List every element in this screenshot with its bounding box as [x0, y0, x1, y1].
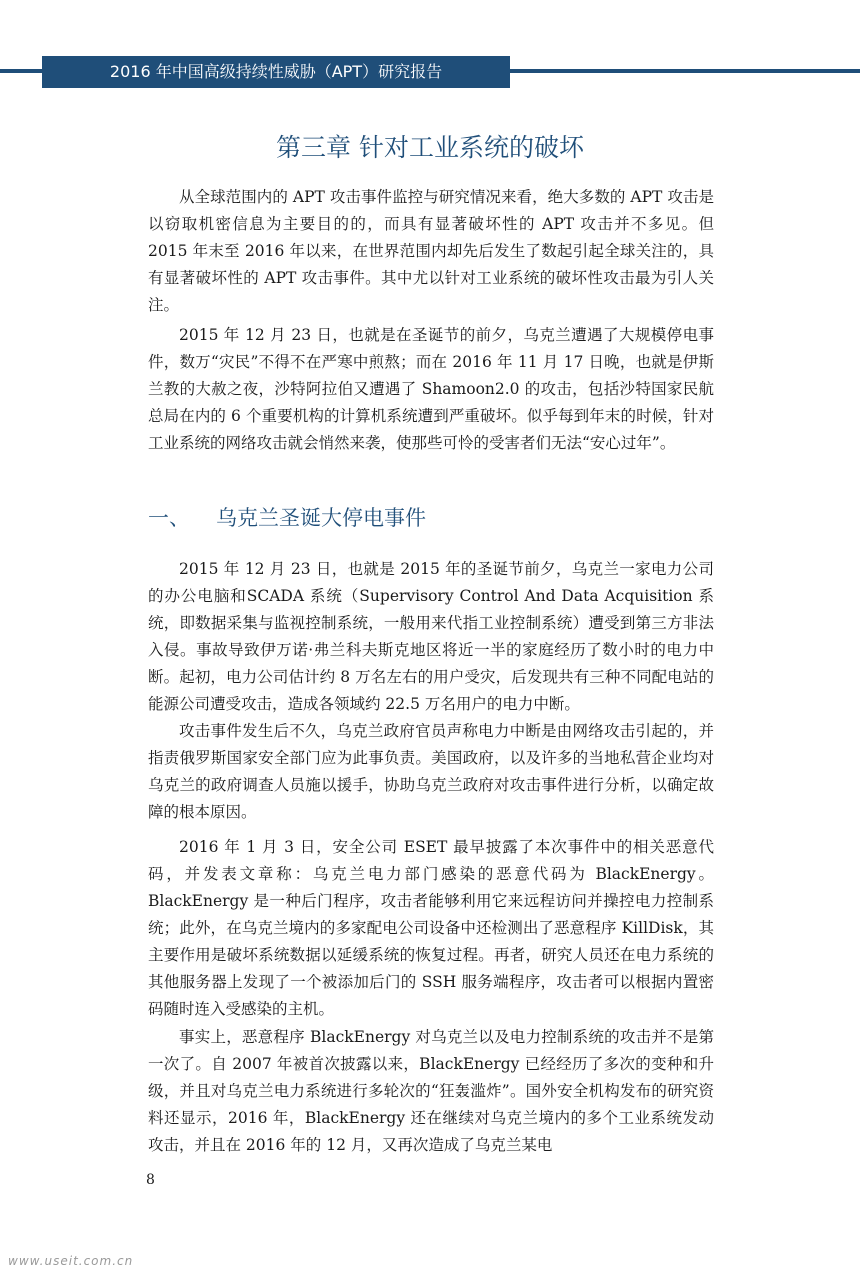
section-title-text: 乌克兰圣诞大停电事件 [216, 506, 426, 530]
section-paragraph-4: 事实上，恶意程序 BlackEnergy 对乌克兰以及电力控制系统的攻击并不是第一次了。自 2007 年被首次披露以来，BlackEnergy 已经经历了多次的变种和升级，并且对乌克兰电力系统进行多轮次的“狂轰滥炸”。国外安全机构发布的研究资料还显示，2016 年，BlackEnergy 还在继续对乌克兰境内的多个工业系统发动攻击，并且在 2016 年的 12 月，又再次造成了乌克兰某电 [148, 1028, 714, 1154]
section-heading [148, 502, 426, 532]
intro-paragraph-2: 2015 年 12 月 23 日，也就是在圣诞节的前夕，乌克兰遭遇了大规模停电事件，数万“灾民”不得不在严寒中煎熬；而在 2016 年 11 月 17 日晚，也就是伊斯兰教的大赦之夜，沙特阿拉伯又遭遇了 Shamoon2.0 的攻击，包括沙特国家民航总局在内的 6 个重要机构的计算机系统遭到严重破坏。似乎每到年末的时候，针对工业系统的网络攻击就会悄然来袭，使那些可怜的受害者们无法“安心过年”。 [148, 326, 714, 452]
intro-paragraph-1: 从全球范围内的 APT 攻击事件监控与研究情况来看，绝大多数的 APT 攻击是以窃取机密信息为主要目的的，而具有显著破坏性的 APT 攻击并不多见。但 2015 年末至 2016 年以来，在世界范围内却先后发生了数起引起全球关注的，具有显著破坏性的 APT 攻击事件。其中尤以针对工业系统的破坏性攻击最为引人关注。 [148, 188, 714, 314]
watermark: www.useit.com.cn [8, 1254, 134, 1268]
running-header: 2016 年中国高级持续性威胁（APT）研究报告 [42, 56, 510, 88]
section-paragraph-1: 2015 年 12 月 23 日，也就是 2015 年的圣诞节前夕，乌克兰一家电力公司的办公电脑和SCADA 系统（Supervisory Control And Data Acquisition 系统，即数据采集与监视控制系统，一般用来代指工业控制系统）遭受到第三方非法入侵。事故导致伊万诺·弗兰科夫斯克地区将近一半的家庭经历了数小时的电力中断。起初，电力公司估计约 8 万名左右的用户受灾，后发现共有三种不同配电站的能源公司遭受攻击，造成各领域约 22.5 万名用户的电力中断。 [148, 560, 714, 713]
chapter-title: 第三章 针对工业系统的破坏 [276, 133, 584, 162]
page-number: 8 [146, 1172, 155, 1188]
section-number: 一、 [148, 506, 190, 530]
section-paragraph-2: 攻击事件发生后不久，乌克兰政府官员声称电力中断是由网络攻击引起的，并指责俄罗斯国家安全部门应为此事负责。美国政府，以及许多的当地私营企业均对乌克兰的政府调查人员施以援手，协助乌克兰政府对攻击事件进行分析，以确定故障的根本原因。 [148, 722, 714, 821]
section-paragraph-3: 2016 年 1 月 3 日，安全公司 ESET 最早披露了本次事件中的相关恶意代码，并发表文章称：乌克兰电力部门感染的恶意代码为 BlackEnergy。BlackEnergy 是一种后门程序，攻击者能够利用它来远程访问并操控电力控制系统；此外，在乌克兰境内的多家配电公司设备中还检测出了恶意程序 KillDisk，其主要作用是破坏系统数据以延缓系统的恢复过程。再者，研究人员还在电力系统的其他服务器上发现了一个被添加后门的 SSH 服务端程序，攻击者可以根据内置密码随时连入受感染的主机。 [148, 838, 714, 1018]
